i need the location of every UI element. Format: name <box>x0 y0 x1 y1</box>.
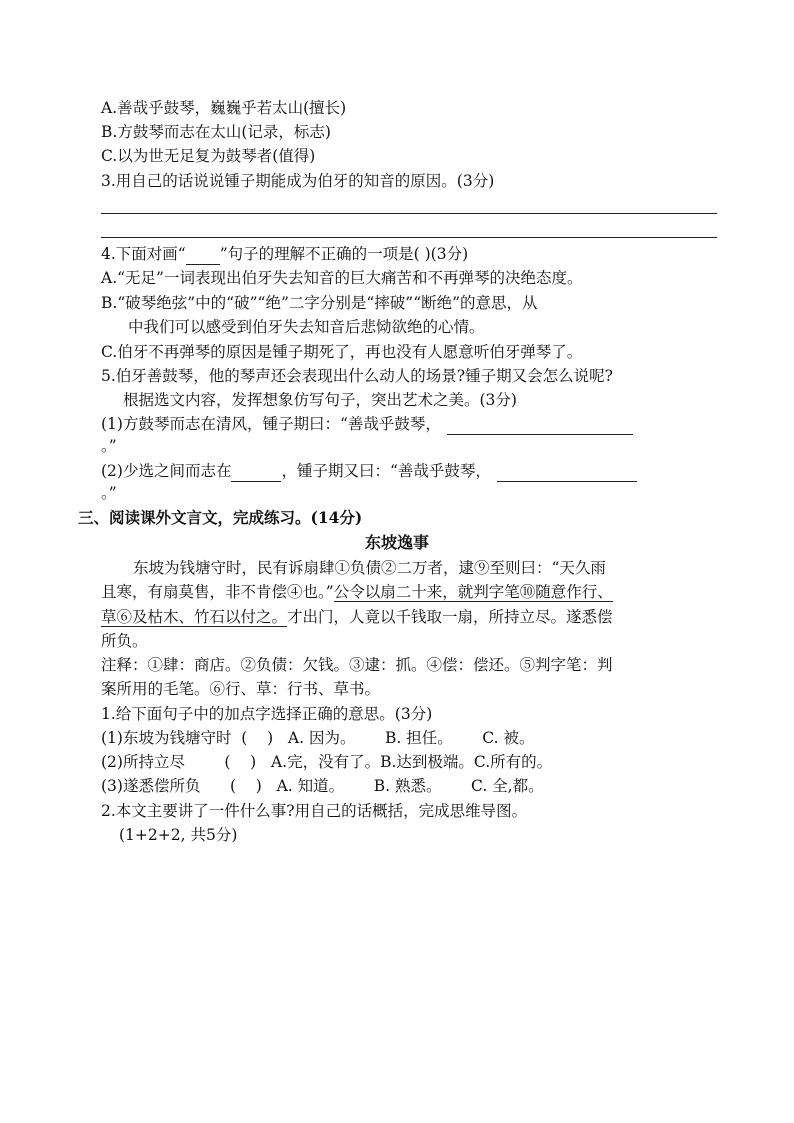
q4-option-a: A.“无足”一词表现出伯牙失去知音的巨大痛苦和不再弹琴的决绝态度。 <box>101 269 583 287</box>
q5-stem-line2: 根据选文内容，发挥想象仿写句子，突出艺术之美。(3分) <box>123 391 517 409</box>
q5-sentence-2-prefix: (2)少选之间而志在 <box>101 462 232 480</box>
q5-stem-line1: 5.伯牙善鼓琴，他的琴声还会表现出什么动人的场景?锺子期又会怎么说呢? <box>101 367 613 385</box>
passage-line-3 <box>101 606 613 628</box>
s3-q1-stem: 1.给下面句子中的加点字选择正确的意思。(3分) <box>101 705 433 723</box>
q4-stem-suffix: ”句子的理解不正确的一项是( )(3分) <box>219 245 469 263</box>
passage-line-4: 所负。 <box>101 632 148 650</box>
q5-sentence-2-blank-2[interactable] <box>497 465 637 482</box>
q3-answer-line-2[interactable] <box>101 237 717 238</box>
q5-sentence-2-mid: ，锺子期又曰：“善哉乎鼓琴， <box>281 462 491 480</box>
passage-underlined-sentence-part2: 草⑥及枯木、竹石以付之。 <box>101 608 288 626</box>
q5-sentence-2-blank-1[interactable] <box>231 465 281 482</box>
q2-option-c: C.以为世无足复为鼓琴者(值得) <box>101 147 316 165</box>
passage-underlined-sentence-part1: 公令以扇二十来，就判字笔⑩随意作行、 <box>333 583 613 601</box>
passage-title: 东坡逸事 <box>364 533 429 552</box>
q2-option-b: B.方鼓琴而志在太山(记录，标志) <box>101 123 331 141</box>
q5-sentence-2-end: 。” <box>101 484 117 502</box>
q4-stem <box>101 243 468 265</box>
passage-line-3-text: 才出门，人竟以千钱取一扇，所持立尽。遂悉偿 <box>287 608 613 626</box>
q4-option-c: C.伯牙不再弹琴的原因是锺子期死了，再也没有人愿意听伯牙弹琴了。 <box>101 343 583 361</box>
annotation-line-1: 注释：①肆：商店。②负债：欠钱。③逮：抓。④偿：偿还。⑤判字笔：判 <box>101 656 613 674</box>
annotation-line-2: 案所用的毛笔。⑥行、草：行书、草书。 <box>101 680 381 698</box>
section3-heading: 三、阅读课外文言文，完成练习。(14分) <box>78 508 363 527</box>
s3-q2-stem: 2.本文主要讲了一件什么事?用自己的话概括，完成思维导图。 <box>101 802 528 820</box>
s3-q1-row-1: (1)东坡为钱塘守时 ( ) A. 因为。 B. 担任。 C. 被。 <box>101 729 535 747</box>
s3-q1-row-2: (2)所持立尽 ( ) A.完，没有了。B.达到极端。C.所有的。 <box>101 753 553 771</box>
q4-underline-blank <box>186 248 220 265</box>
q5-sentence-1-blank[interactable] <box>447 418 633 435</box>
s3-q1-row-3: (3)遂悉偿所负 ( ) A. 知道。 B. 熟悉。 C. 全,都。 <box>101 777 544 795</box>
passage-line-2 <box>101 581 613 603</box>
q4-option-b-line1: B.“破琴绝弦”中的“破”“绝”二字分别是“摔破”“断绝”的意思，从 <box>101 294 538 312</box>
q2-option-a: A.善哉乎鼓琴，巍巍乎若太山(擅长) <box>101 99 347 117</box>
q4-stem-prefix: 4.下面对画“ <box>101 245 186 263</box>
q5-sentence-1 <box>101 413 633 435</box>
q3-answer-line-1[interactable] <box>101 213 717 214</box>
q3-stem: 3.用自己的话说说锺子期能成为伯牙的知音的原因。(3分) <box>101 172 495 190</box>
passage-line-2-text: 且寒，有扇莫售，非不肯偿④也。” <box>101 583 334 601</box>
q4-option-b-line2: 中我们可以感受到伯牙失去知音后悲恸欲绝的心情。 <box>128 318 485 336</box>
q5-sentence-2 <box>101 460 637 482</box>
s3-q2-score: (1+2+2, 共5分) <box>119 826 238 844</box>
q5-sentence-1-end: 。” <box>101 437 117 455</box>
passage-line-1: 东坡为钱塘守时，民有诉扇肆①负债②二万者，逮⑨至则曰：“天久雨 <box>133 559 606 577</box>
q5-sentence-1-text: (1)方鼓琴而志在清风，锺子期曰：“善哉乎鼓琴， <box>101 415 441 433</box>
